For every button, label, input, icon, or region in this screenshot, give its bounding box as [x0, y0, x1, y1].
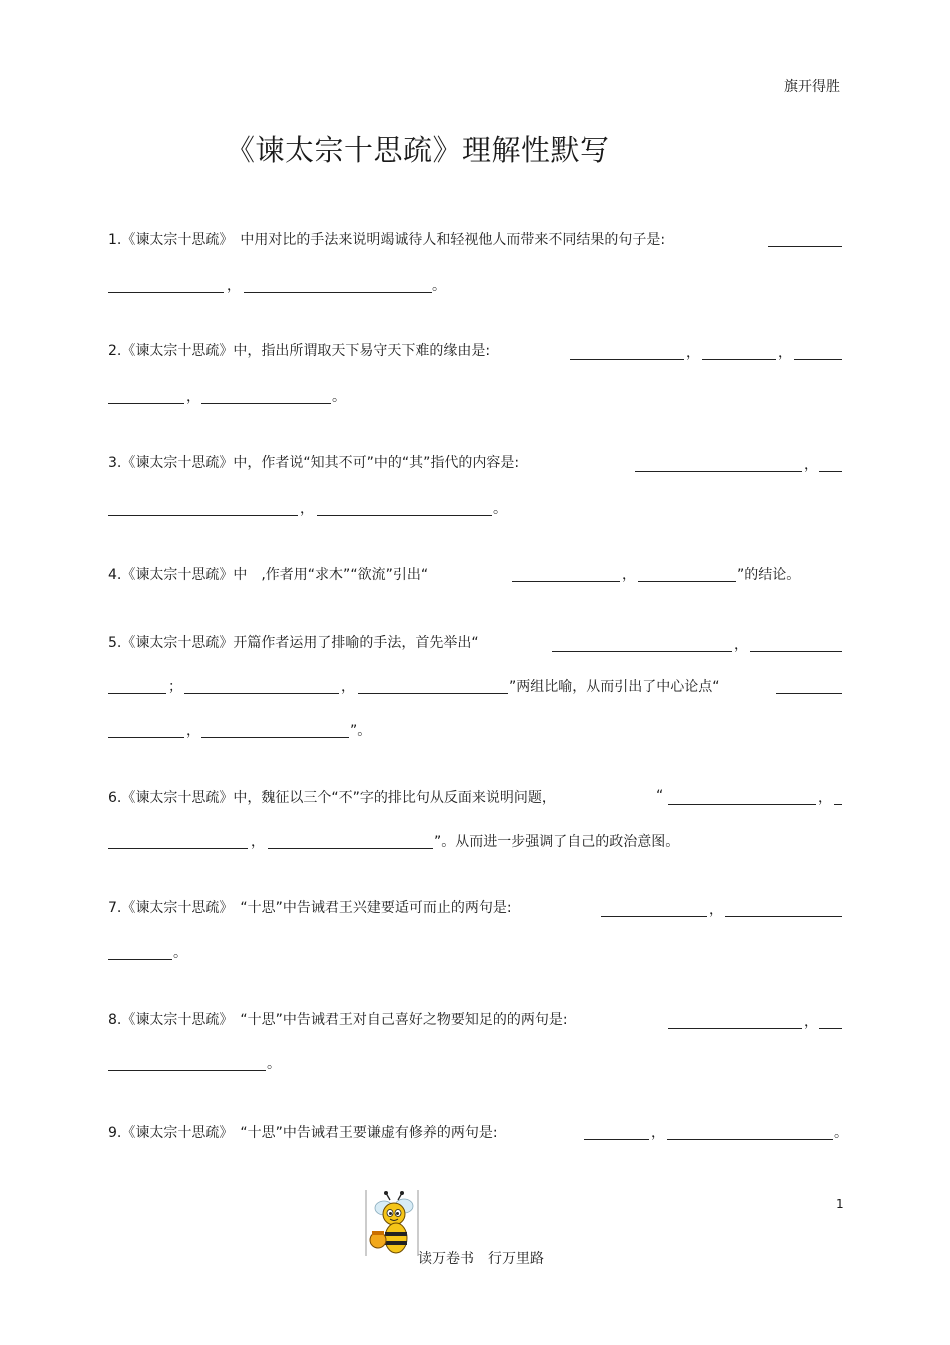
separator: 。 — [432, 278, 446, 294]
answer-blank[interactable] — [244, 292, 432, 293]
question-2-text: 2.《谏太宗十思疏》中，指出所谓取天下易守天下难的缘由是: — [108, 343, 491, 359]
answer-blank[interactable] — [512, 581, 620, 582]
separator: ， — [804, 457, 818, 473]
answer-blank[interactable] — [725, 916, 842, 917]
question-7-text: 7.《谏太宗十思疏》 “十思”中告诫君王兴建要适可而止的两句是: — [108, 900, 512, 916]
separator: ， — [300, 501, 314, 517]
separator: 。 — [493, 501, 507, 517]
open-quote: “ — [656, 788, 664, 804]
separator: ， — [341, 679, 355, 695]
separator: ； — [168, 679, 182, 695]
separator: 。 — [267, 1056, 281, 1072]
separator: ， — [734, 637, 748, 653]
answer-blank[interactable] — [268, 848, 433, 849]
separator: ”的结论。 — [737, 567, 801, 583]
answer-blank[interactable] — [108, 292, 224, 293]
answer-blank[interactable] — [834, 804, 842, 805]
answer-blank[interactable] — [768, 246, 842, 247]
answer-blank[interactable] — [668, 804, 816, 805]
question-6-text: 6.《谏太宗十思疏》中，魏征以三个“不”字的排比句从反面来说明问题， — [108, 790, 556, 806]
answer-blank[interactable] — [108, 737, 184, 738]
question-4-text: 4.《谏太宗十思疏》中 ,作者用“求木”“欲流”引出“ — [108, 567, 429, 583]
answer-blank[interactable] — [570, 359, 684, 360]
separator: ， — [778, 345, 792, 361]
separator: ， — [227, 278, 241, 294]
answer-blank[interactable] — [638, 581, 736, 582]
header-text: 旗开得胜 — [784, 79, 840, 95]
separator: ， — [818, 790, 832, 806]
answer-blank[interactable] — [776, 693, 842, 694]
answer-blank[interactable] — [108, 1070, 266, 1071]
question-9-text: 9.《谏太宗十思疏》 “十思”中告诫君王要谦虚有修养的两句是: — [108, 1125, 498, 1141]
question-8-text: 8.《谏太宗十思疏》 “十思”中告诫君王对自己喜好之物要知足的的两句是: — [108, 1012, 568, 1028]
separator: 。 — [834, 1125, 848, 1141]
separator: 。 — [332, 389, 346, 405]
footer-motto: 读万卷书 行万里路 — [418, 1251, 544, 1267]
separator: ”。 — [350, 723, 372, 739]
answer-blank[interactable] — [108, 693, 166, 694]
question-5-text: 5.《谏太宗十思疏》开篇作者运用了排喻的手法，首先举出“ — [108, 635, 479, 651]
separator: ， — [186, 389, 200, 405]
question-3-text: 3.《谏太宗十思疏》中，作者说“知其不可”中的“其”指代的内容是: — [108, 455, 520, 471]
answer-blank[interactable] — [819, 471, 842, 472]
answer-blank[interactable] — [108, 959, 172, 960]
answer-blank[interactable] — [750, 651, 842, 652]
page-title: 《谏太宗十思疏》理解性默写 — [226, 133, 610, 167]
answer-blank[interactable] — [317, 515, 492, 516]
separator: ， — [622, 567, 636, 583]
separator: ， — [709, 902, 723, 918]
separator: ， — [804, 1014, 818, 1030]
answer-blank[interactable] — [794, 359, 842, 360]
separator: ， — [251, 834, 265, 850]
answer-blank[interactable] — [552, 651, 732, 652]
answer-blank[interactable] — [667, 1139, 833, 1140]
answer-blank[interactable] — [819, 1028, 842, 1029]
answer-blank[interactable] — [108, 848, 248, 849]
answer-blank[interactable] — [668, 1028, 802, 1029]
question-6-end: ”。从而进一步强调了自己的政治意图。 — [434, 834, 680, 850]
page-number: 1 — [836, 1197, 844, 1211]
separator: 。 — [173, 945, 187, 961]
answer-blank[interactable] — [201, 403, 331, 404]
answer-blank[interactable] — [201, 737, 349, 738]
answer-blank[interactable] — [358, 693, 508, 694]
separator: ， — [186, 723, 200, 739]
answer-blank[interactable] — [601, 916, 707, 917]
separator: ， — [686, 345, 700, 361]
answer-blank[interactable] — [108, 403, 184, 404]
answer-blank[interactable] — [184, 693, 339, 694]
answer-blank[interactable] — [702, 359, 776, 360]
question-5-middle: ”两组比喻，从而引出了中心论点“ — [509, 679, 720, 695]
bee-mascot-icon — [364, 1190, 420, 1258]
answer-blank[interactable] — [635, 471, 802, 472]
question-1-text: 1.《谏太宗十思疏》 中用对比的手法来说明竭诚待人和轻视他人而带来不同结果的句子是: — [108, 232, 666, 248]
answer-blank[interactable] — [108, 515, 298, 516]
separator: ， — [651, 1125, 665, 1141]
answer-blank[interactable] — [584, 1139, 649, 1140]
